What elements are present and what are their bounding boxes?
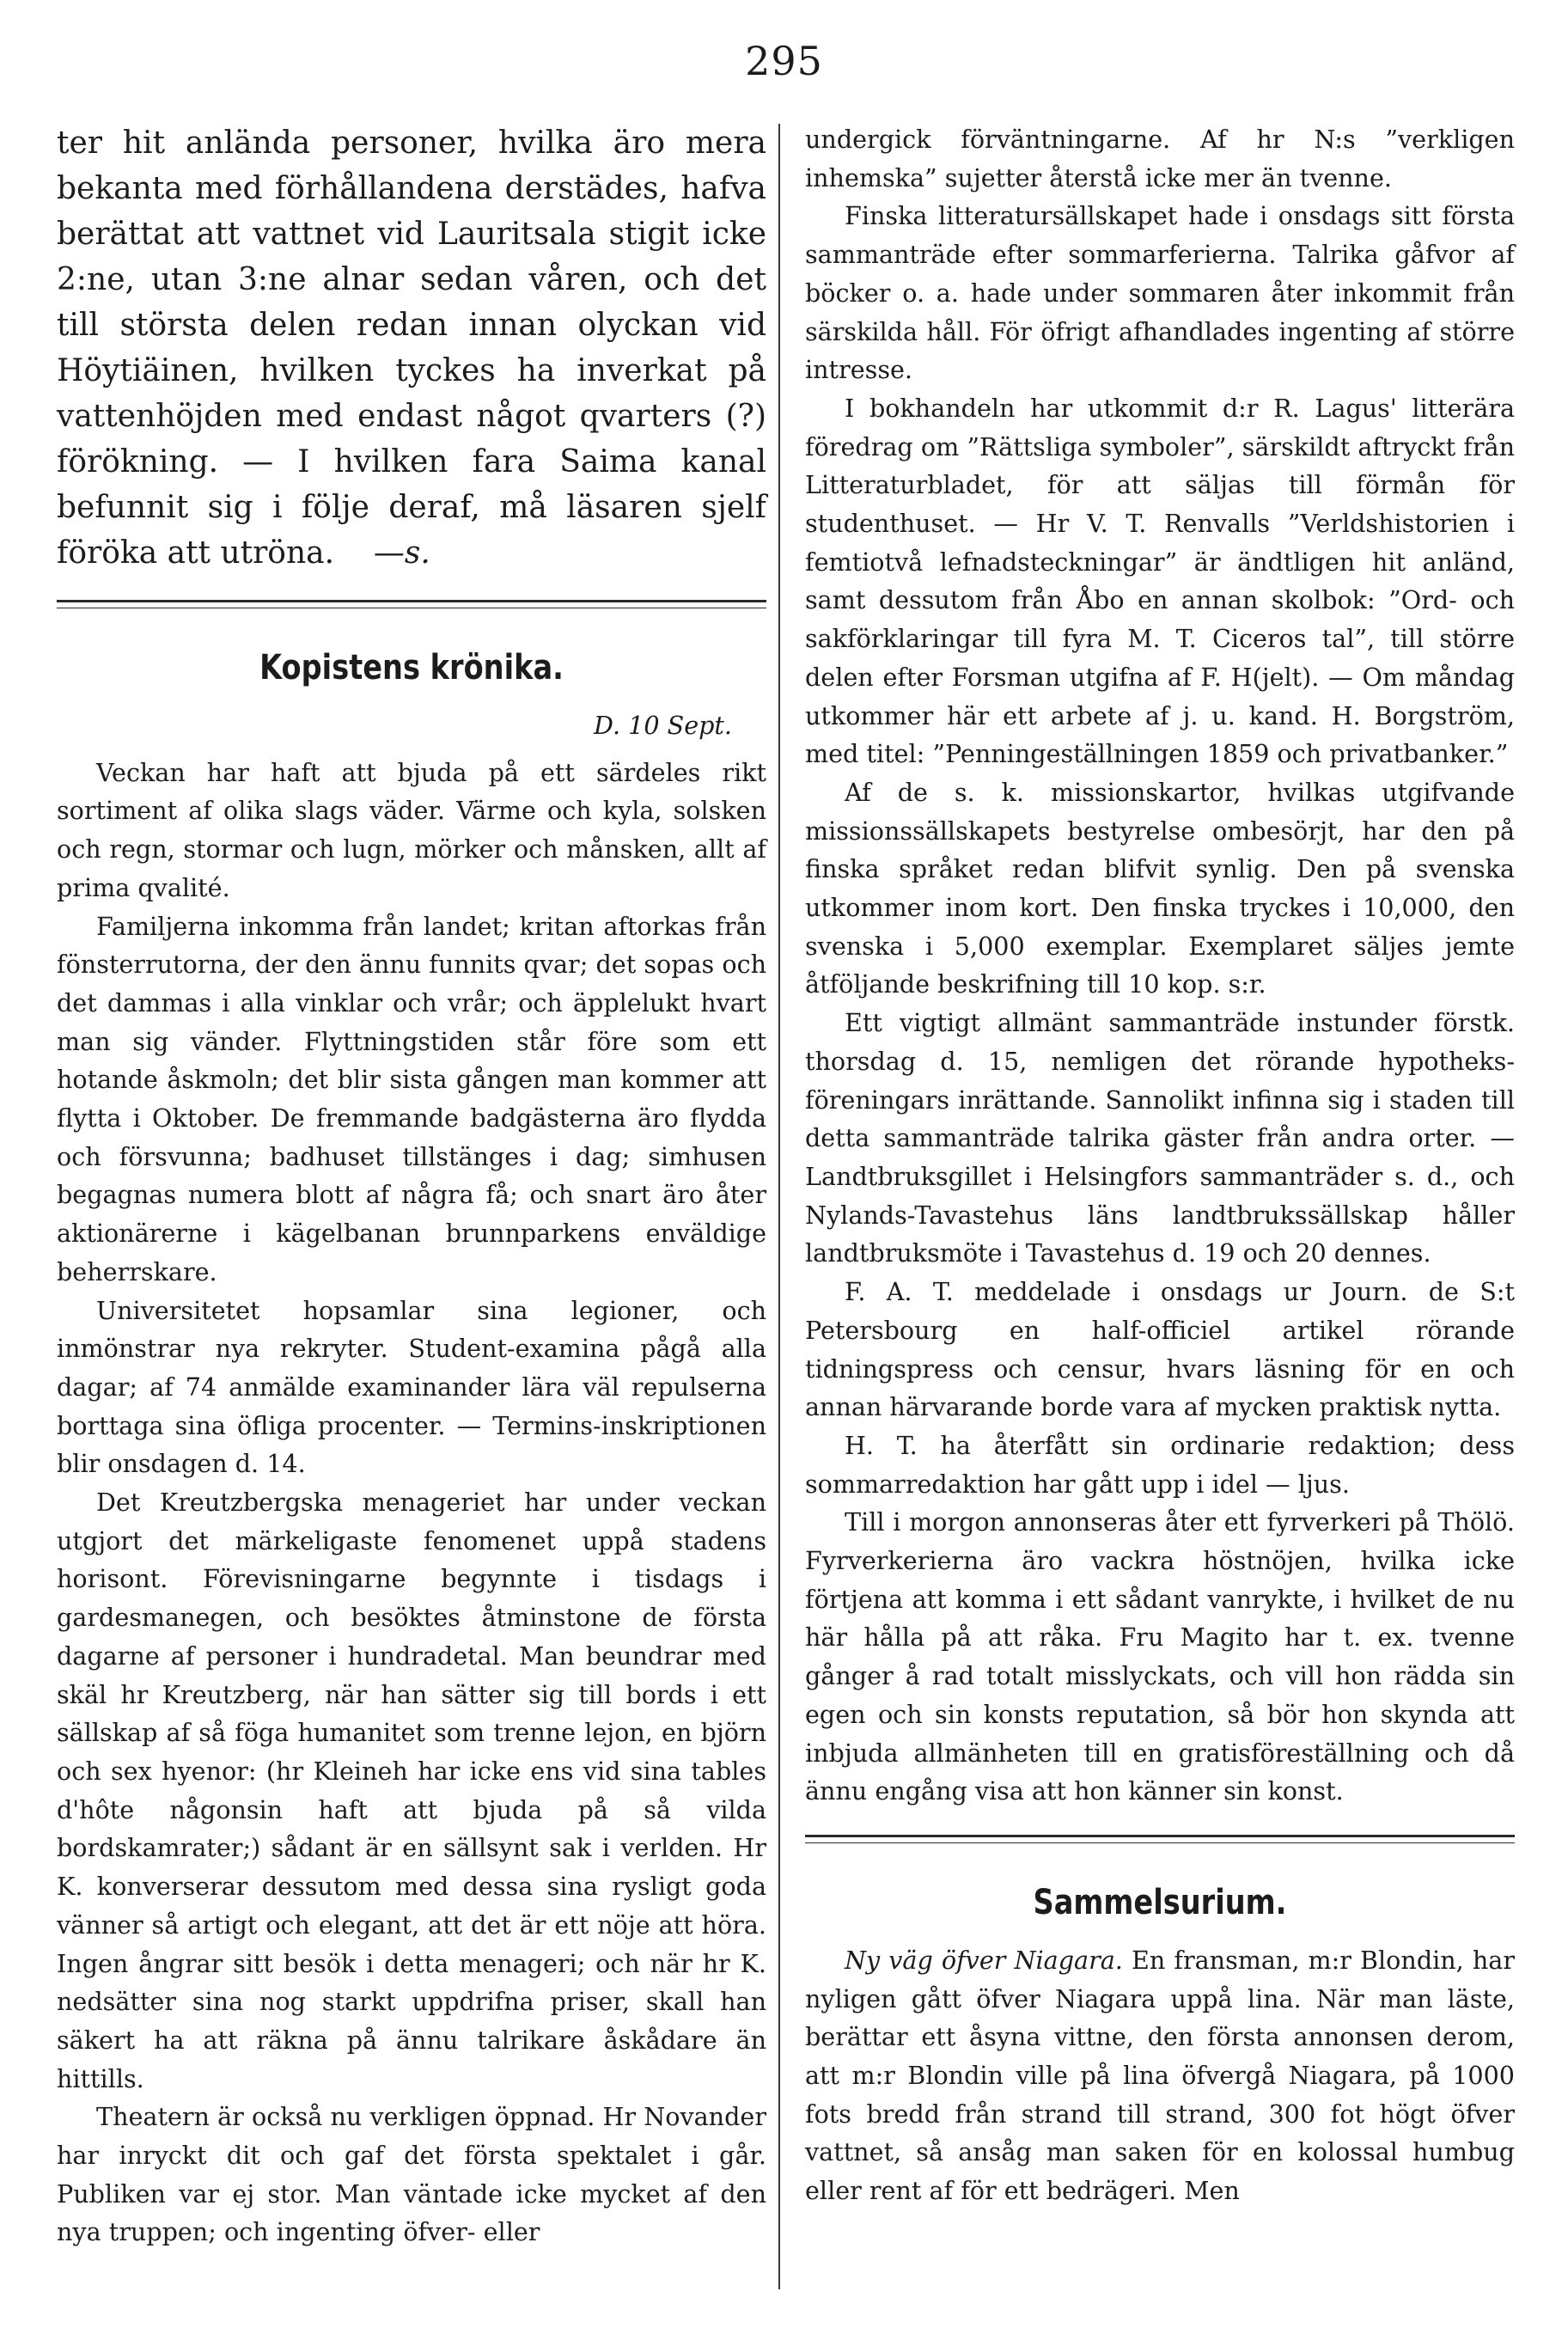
paragraph: Familjerna inkomma från landet; kritan aftorkas från fönsterrutorna, der den ännu funnits qvar; det sopas och det dammas i alla vinklar och vrår; och äpplelukt hvart man sig vänder. Flyttningstiden står före som ett hotande åskmoln; det blir sista gången man kommer att flytta i Oktober. De fremmande badgästerna äro flydda och försvunna; badhuset tillstänges i dag; simhusen begagnas numera blott af några få; och snart äro åter aktionärerne i kägelbanan brunnparkens enväldige beherrskare. xyxy=(57,911,766,1286)
intro-paragraph-text: ter hit anlända personer, hvilka äro mera bekanta med förhållandena derstädes, hafva berättat att vattnet vid Lauritsala stigit icke 2:ne, utan 3:ne alnar sedan våren, och det till största delen redan innan olyckan vid Höytiäinen, hvilken tyckes ha inverkat på vattenhöjden med endast något qvarters (?) förökning. — I hvilken fara Saima kanal befunnit sig i följe deraf, må läsaren sjelf föröka att utröna. xyxy=(57,125,766,571)
dateline: D. 10 Sept. xyxy=(594,711,732,740)
paragraph: undergick förväntningarne. Af hr N:s ”verkligen inhemska” sujetter återstå icke mer än tvenne. xyxy=(805,125,1515,192)
column-divider xyxy=(778,124,780,2289)
paragraph: Ett vigtigt allmänt sammanträde instunder förstk. thorsdag d. 15, nemligen det rörande hypotheks-föreningars inrättande. Sannolikt infinna sig i staden till detta sammanträde talrika gäster från andra orter. — Landtbruksgillet i Helsingfors sammanträder s. d., och Nylands-Tavastehus läns landtbrukssällskap håller landtbruksmöte i Tavastehus d. 19 och 20 dennes. xyxy=(805,1008,1515,1268)
paragraph: Det Kreutzbergska menageriet har under veckan utgjort det märkeligaste fenomenet uppå stadens horisont. Förevisningarne begynnte i tisdags i gardesmanegen, och besöktes åtminstone de första dagarne af personer i hundradetal. Man beundrar med skäl hr Kreutzberg, när han sätter sig till bords i ett sällskap af så föga humanitet som trenne lejon, en björn och sex hyenor: (hr Kleineh har icke ens vid sina tables d'hôte någonsin haft att bjuda på så vilda bordskamrater;) sådant är en sällsynt sak i verlden. Hr K. konverserar dessutom med dessa sina rysligt goda vänner så artigt och elegant, att det är ett nöje att höra. Ingen ångrar sitt besök i detta menageri; och när hr K. nedsätter sina nog starkt uppdrifna priser, skall han säkert ha att räkna på ännu talrikare åskådare än hittills. xyxy=(57,1488,766,2093)
section-rule-right xyxy=(805,1835,1515,1843)
left-column xyxy=(57,120,766,2252)
paragraph: Veckan har haft att bjuda på ett särdeles rikt sortiment af olika slags väder. Värme och kyla, solsken och regn, stormar och lugn, mörker och månsken, allt af prima qvalité. xyxy=(57,757,766,902)
run-in-heading: Ny väg öfver Niagara. xyxy=(845,1945,1123,1975)
intro-paragraph xyxy=(57,120,766,576)
final-paragraph-text: En fransman, m:r Blondin, har nyligen gått öfver Niagara uppå lina. När man läste, berättar ett åsyna vittne, den första annonsen derom, att m:r Blondin ville på lina öfvergå Niagara, på 1000 fots bredd från strand till strand, 300 fot högt öfver vattnet, så ansåg man saken för en kolossal humbug eller rent af för ett bedrägeri. Men xyxy=(805,1945,1515,2206)
paragraph: Universitetet hopsamlar sina legioner, och inmönstrar nya rekryter. Student-examina pågå alla dagar; af 74 anmälde examinander lära väl repulserna borttaga sina öfliga procenter. — Termins-inskriptionen blir onsdagen d. 14. xyxy=(57,1295,766,1479)
paragraph: I bokhandeln har utkommit d:r R. Lagus' litterära föredrag om ”Rättsliga symboler”, särskildt aftryckt från Litteraturbladet, för att säljas till förmån för studenthuset. — Hr V. T. Renvalls ”Verldshistorien i femtiotvå lefnadsteckningar” är ändtligen hit anländ, samt dessutom från Åbo en annan skolbok: ”Ord- och sakförklaringar till fyra M. T. Ciceros tal”, till större delen efter Forsman utgifna af F. H(jelt). — Om måndag utkommer här ett arbete af j. u. kand. H. Borgström, med titel: ”Penningeställningen 1859 och privatbanker.” xyxy=(805,393,1515,769)
right-column xyxy=(805,120,1515,2210)
page-number: 295 xyxy=(745,38,823,84)
final-paragraph xyxy=(805,1941,1515,2210)
paragraph: H. T. ha återfått sin ordinarie redaktion; dess sommarredaktion har gått upp i idel — ljus. xyxy=(805,1430,1515,1499)
paragraph: F. A. T. meddelade i onsdags ur Journ. de S:t Petersbourg en half-officiel artikel rörande tidningspress och censur, hvars läsning för en och annan härvarande borde vara af mycken praktisk nytta. xyxy=(805,1277,1515,1422)
intro-signature: —s. xyxy=(373,535,430,571)
paragraph: Theatern är också nu verkligen öppnad. Hr Novander har inryckt dit och gaf det första spektalet i går. Publiken var ej stor. Man väntade icke mycket af den nya truppen; och ingenting öfver- eller xyxy=(57,2102,766,2247)
section-title-sammelsurium: Sammelsurium. xyxy=(1033,1882,1287,1922)
paragraph: Finska litteratursällskapet hade i onsdags sitt första sammanträde efter sommarferierna. Talrika gåfvor af böcker o. a. hade under sommaren åter inkommit från särskilda håll. För öfrigt afhandlades ingenting af större intresse. xyxy=(805,201,1515,385)
paragraph: Till i morgon annonseras åter ett fyrverkeri på Thölö. Fyrverkerierna äro vackra höstnöjen, hvilka icke förtjena att komma i ett sådant vanrykte, i hvilket de nu här hålla på att råka. Fru Magito har t. ex. tvenne gånger å rad totalt misslyckats, och vill hon rädda sin egen och sin konsts reputation, så bör hon skynda att inbjuda allmänheten till en gratisföreställning och då ännu engång visa att hon känner sin konst. xyxy=(805,1507,1515,1806)
section-title-kopistens: Kopistens krönika. xyxy=(259,648,564,687)
paragraph: Af de s. k. missionskartor, hvilkas utgifvande missionssällskapets bestyrelse ombesörjt, har den på finska språket redan blifvit synlig. Den på svenska utkommer inom kort. Den finska tryckes i 10,000, den svenska i 5,000 exemplar. Exemplaret säljes jemte åtföljande beskrifning till 10 kop. s:r. xyxy=(805,777,1515,999)
section-rule-left xyxy=(57,600,766,608)
